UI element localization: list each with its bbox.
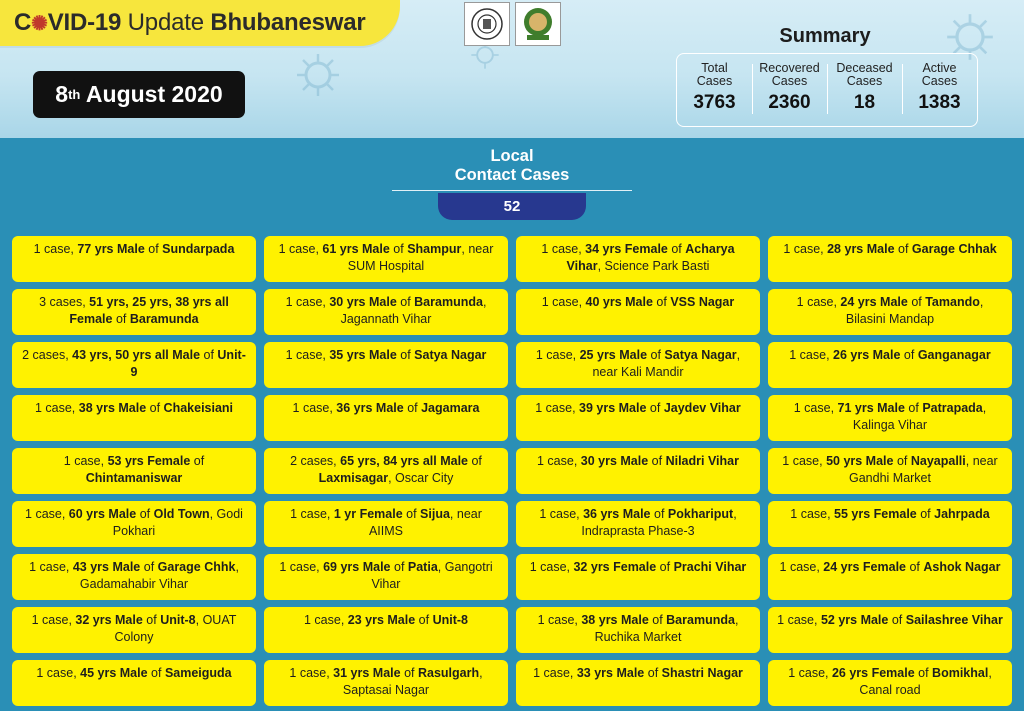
case-card <box>12 236 256 282</box>
case-highlight: Unit-8 <box>160 613 196 627</box>
case-text-part: of <box>190 454 205 468</box>
summary-value: 2360 <box>768 92 811 113</box>
title-city: Bhubaneswar <box>210 9 366 36</box>
case-highlight: VSS Nagar <box>670 295 735 309</box>
case-text <box>36 665 231 682</box>
case-text-part: , Science Park Basti <box>597 259 710 273</box>
case-highlight: Satya Nagar <box>664 348 737 362</box>
case-text-part: of <box>656 560 674 574</box>
case-highlight: Laxmisagar <box>318 471 389 485</box>
case-highlight: Garage Chhk <box>157 560 236 574</box>
case-text-part: , Saptasai Nagar <box>342 666 483 697</box>
case-text-part: 1 case, <box>290 507 334 521</box>
case-highlight: 26 yrs Female <box>831 666 915 680</box>
case-text-part: of <box>650 507 668 521</box>
local-title-line1: Local <box>490 147 534 165</box>
case-text-part: of <box>415 613 433 627</box>
case-card <box>516 342 760 388</box>
summary-recovered <box>752 54 827 126</box>
case-text <box>537 453 739 470</box>
case-text-part: of <box>402 507 421 521</box>
case-highlight: 52 yrs Male <box>820 613 889 627</box>
odisha-govt-emblem-icon <box>464 2 510 46</box>
summary-value: 18 <box>853 92 876 113</box>
case-highlight: 60 yrs Male <box>68 507 137 521</box>
case-highlight: Niladri Vihar <box>665 454 739 468</box>
divider <box>392 190 632 191</box>
case-text-part: of <box>916 507 935 521</box>
case-card <box>12 660 256 706</box>
case-card <box>264 236 508 282</box>
case-text-part: 1 case, <box>537 613 582 627</box>
case-text-part: of <box>468 454 482 468</box>
title-update: Update <box>127 9 211 36</box>
case-highlight: Sundarpada <box>162 242 235 256</box>
summary-label: Deceased <box>836 61 893 75</box>
case-grid <box>12 236 1012 706</box>
case-card <box>768 342 1012 388</box>
case-card <box>516 607 760 653</box>
case-text-part: , near AIIMS <box>368 507 482 538</box>
summary-value: 3763 <box>693 92 736 113</box>
case-text <box>272 506 500 540</box>
case-highlight: Jaydev Vihar <box>663 401 741 415</box>
case-highlight: Shastri Nagar <box>661 666 743 680</box>
case-highlight: Chintamaniswar <box>85 471 183 485</box>
case-text-part: 1 case, <box>285 348 330 362</box>
case-text-part: , OUAT Colony <box>114 613 237 644</box>
case-card <box>768 660 1012 706</box>
case-card <box>768 289 1012 335</box>
virus-icon: ✺ <box>31 13 48 35</box>
case-text-part: of <box>914 666 933 680</box>
case-card <box>768 501 1012 547</box>
case-card <box>12 448 256 494</box>
case-highlight: Pokhariput <box>667 507 734 521</box>
summary-label: Active <box>922 61 957 75</box>
case-highlight: 1 yr Female <box>333 507 403 521</box>
case-text-part: 1 case, <box>304 613 348 627</box>
case-highlight: Sailashree Vihar <box>905 613 1003 627</box>
case-text-part: of <box>894 242 912 256</box>
case-text <box>20 612 248 646</box>
case-text-part: , Ruchika Market <box>594 613 739 644</box>
case-card <box>264 554 508 600</box>
case-card <box>516 660 760 706</box>
case-card <box>516 395 760 441</box>
case-text-part: of <box>112 312 130 326</box>
case-highlight: Nayapalli <box>910 454 966 468</box>
case-text-part: , Gadamahabir Vihar <box>79 560 239 591</box>
summary-title: Summary <box>779 25 871 47</box>
case-text <box>776 294 1004 328</box>
title-banner <box>0 0 400 46</box>
case-text <box>20 559 248 593</box>
case-card <box>264 607 508 653</box>
case-card <box>516 448 760 494</box>
case-text <box>20 347 248 381</box>
case-card <box>12 342 256 388</box>
case-card <box>768 395 1012 441</box>
case-highlight: Acharya Vihar <box>566 242 735 273</box>
case-highlight: 43 yrs, 50 yrs all Male <box>72 348 201 362</box>
case-text-part: of <box>647 348 665 362</box>
case-highlight: 69 yrs Male <box>323 560 391 574</box>
case-text-part: of <box>652 295 671 309</box>
case-text-part: 1 case, <box>29 560 73 574</box>
case-text-part: 1 case, <box>25 507 69 521</box>
case-text-part: 1 case, <box>777 613 821 627</box>
case-text-part: , Oscar City <box>388 471 454 485</box>
case-text <box>524 241 752 275</box>
case-highlight: 36 yrs Male <box>583 507 651 521</box>
case-text-part: , Bilasini Mandap <box>845 295 984 326</box>
case-text-part: 1 case, <box>541 242 586 256</box>
case-highlight: 50 yrs Male <box>826 454 894 468</box>
date-badge <box>33 71 245 118</box>
case-highlight: 61 yrs Male <box>322 242 390 256</box>
case-card <box>12 289 256 335</box>
case-highlight: Sameiguda <box>164 666 232 680</box>
case-text-part: of <box>146 401 164 415</box>
case-highlight: Ashok Nagar <box>923 560 1001 574</box>
case-highlight: 53 yrs Female <box>107 454 191 468</box>
case-highlight: Bomikhal <box>932 666 989 680</box>
case-text-part: , Godi Pokhari <box>112 507 243 538</box>
case-text-part: 1 case, <box>783 242 828 256</box>
case-highlight: 28 yrs Male <box>827 242 895 256</box>
case-card <box>12 501 256 547</box>
summary-active <box>902 54 977 126</box>
case-text <box>535 400 740 417</box>
case-card <box>264 342 508 388</box>
case-highlight: 34 yrs Female <box>585 242 668 256</box>
case-text-part: 2 cases, <box>22 348 73 362</box>
case-text <box>524 347 752 381</box>
case-highlight: 77 yrs Male <box>77 242 145 256</box>
case-text-part: 1 case, <box>31 613 76 627</box>
case-text <box>533 665 743 682</box>
case-text-part: 1 case, <box>529 560 574 574</box>
case-text-part: of <box>136 507 154 521</box>
case-text-part: 1 case, <box>782 454 827 468</box>
case-highlight: Sijua <box>420 507 450 521</box>
case-text-part: 1 case, <box>292 401 337 415</box>
header-area <box>0 0 1024 138</box>
case-text-part: of <box>907 295 926 309</box>
case-text-part: 1 case, <box>533 666 577 680</box>
case-highlight: 25 yrs Male <box>579 348 648 362</box>
case-highlight: 36 yrs Male <box>336 401 404 415</box>
case-text-part: 1 case, <box>33 242 78 256</box>
case-text-part: of <box>390 560 408 574</box>
case-highlight: Tamando <box>925 295 980 309</box>
case-text-part: of <box>400 666 418 680</box>
case-text <box>780 559 1001 576</box>
case-text-part: 1 case, <box>535 401 580 415</box>
summary-label: Cases <box>771 74 808 88</box>
case-text-part: 2 cases, <box>290 454 341 468</box>
case-text-part: 1 case, <box>793 401 838 415</box>
case-text <box>524 506 752 540</box>
case-text <box>530 559 747 576</box>
case-highlight: 40 yrs Male <box>585 295 653 309</box>
case-highlight: 39 yrs Male <box>579 401 647 415</box>
case-card <box>768 607 1012 653</box>
case-text-part: , Canal road <box>859 666 992 697</box>
case-text-part: of <box>644 666 662 680</box>
case-highlight: 51 yrs, 25 yrs, 38 yrs all Female <box>69 295 229 326</box>
summary-box <box>676 53 978 127</box>
case-text-part: of <box>906 560 924 574</box>
case-text-part: of <box>200 348 218 362</box>
case-card <box>264 395 508 441</box>
case-highlight: 35 yrs Male <box>329 348 397 362</box>
case-card <box>768 236 1012 282</box>
case-text <box>783 241 996 258</box>
case-text-part: of <box>648 454 666 468</box>
case-text-part: , Jagannath Vihar <box>340 295 487 326</box>
case-text-part: 1 case, <box>790 507 835 521</box>
case-card <box>516 554 760 600</box>
case-text-part: of <box>893 454 911 468</box>
case-text-part: of <box>646 401 664 415</box>
case-text-part: , Indraprasta Phase-3 <box>581 507 737 538</box>
case-text-part: 1 case, <box>279 560 324 574</box>
date-month-year: August 2020 <box>80 81 223 107</box>
case-text-part: , Kalinga Vihar <box>852 401 987 432</box>
case-text-part: of <box>147 666 165 680</box>
case-text-part: of <box>648 613 667 627</box>
case-text-part: 1 case, <box>63 454 108 468</box>
case-text-part: 1 case, <box>788 666 832 680</box>
case-text-part: of <box>904 401 923 415</box>
case-text <box>272 559 500 593</box>
case-highlight: 30 yrs Male <box>580 454 649 468</box>
case-text-part: 1 case, <box>537 454 581 468</box>
case-text <box>20 453 248 487</box>
summary-label: Total <box>701 61 728 75</box>
title-prefix: C <box>14 9 32 36</box>
case-text-part: , near Kali Mandir <box>592 348 741 379</box>
page-title <box>14 9 366 37</box>
case-text-part: 1 case, <box>539 507 584 521</box>
case-highlight: Old Town <box>153 507 210 521</box>
case-highlight: Shampur <box>407 242 462 256</box>
case-highlight: Jagamara <box>421 401 480 415</box>
case-highlight: 32 yrs Male <box>75 613 143 627</box>
case-text-part: of <box>900 348 918 362</box>
case-text-part: of <box>403 401 422 415</box>
case-highlight: 45 yrs Male <box>80 666 148 680</box>
case-text-part: 1 case, <box>278 242 323 256</box>
title-covid: VID-19 <box>47 9 128 36</box>
bmc-emblem-icon <box>515 2 561 46</box>
case-text <box>776 400 1004 434</box>
case-card <box>12 554 256 600</box>
case-text-part: of <box>667 242 686 256</box>
case-card <box>264 289 508 335</box>
case-card <box>12 607 256 653</box>
case-text <box>272 294 500 328</box>
case-highlight: 30 yrs Male <box>329 295 397 309</box>
case-text-part: of <box>888 613 906 627</box>
case-highlight: 65 yrs, 84 yrs all Male <box>340 454 468 468</box>
case-card <box>768 554 1012 600</box>
case-highlight: 31 yrs Male <box>333 666 401 680</box>
case-highlight: Ganganagar <box>917 348 991 362</box>
summary-value: 1383 <box>918 92 961 113</box>
case-card <box>768 448 1012 494</box>
case-highlight: 55 yrs Female <box>834 507 917 521</box>
case-highlight: Unit-8 <box>432 613 468 627</box>
case-highlight: 71 yrs Male <box>837 401 905 415</box>
case-text <box>272 241 500 275</box>
case-text-part: , Gangotri Vihar <box>371 560 493 591</box>
summary-label: Cases <box>921 74 958 88</box>
case-highlight: Rasulgarh <box>417 666 480 680</box>
case-text <box>777 612 1003 629</box>
case-text <box>542 294 735 311</box>
case-highlight: 33 yrs Male <box>576 666 645 680</box>
case-text-part: , near SUM Hospital <box>347 242 494 273</box>
case-text-part: of <box>144 242 163 256</box>
case-text <box>776 453 1004 487</box>
case-text-part: 1 case, <box>796 295 841 309</box>
case-text-part: of <box>389 242 408 256</box>
case-highlight: 38 yrs Male <box>78 401 147 415</box>
case-card <box>264 501 508 547</box>
date-suffix: th <box>68 87 81 102</box>
local-count-badge: 52 <box>438 193 586 220</box>
case-text-part: 1 case, <box>789 348 834 362</box>
case-text-part: 1 case, <box>36 666 81 680</box>
case-highlight: Baramunda <box>129 312 199 326</box>
case-highlight: Patrapada <box>922 401 983 415</box>
case-text-part: of <box>396 348 415 362</box>
case-text <box>20 506 248 540</box>
case-highlight: 38 yrs Male <box>581 613 649 627</box>
case-highlight: Prachi Vihar <box>673 560 747 574</box>
case-highlight: 24 yrs Female <box>823 560 906 574</box>
case-text-part: 3 cases, <box>39 295 90 309</box>
case-text <box>304 612 468 629</box>
case-text <box>293 400 480 417</box>
summary-label: Cases <box>846 74 883 88</box>
summary-label: Cases <box>696 74 733 88</box>
case-text <box>272 665 500 699</box>
virus-decoration-icon <box>295 52 341 98</box>
case-text-part: 1 case, <box>535 348 580 362</box>
summary-total <box>677 54 752 126</box>
case-text <box>789 347 991 364</box>
summary-deceased <box>827 54 902 126</box>
case-highlight: Patia <box>407 560 438 574</box>
case-text-part: , near Gandhi Market <box>849 454 998 485</box>
case-text-part: of <box>142 613 161 627</box>
case-card <box>264 448 508 494</box>
case-card <box>516 236 760 282</box>
case-highlight: 23 yrs Male <box>347 613 416 627</box>
case-text <box>35 400 233 417</box>
case-card <box>12 395 256 441</box>
case-highlight: 24 yrs Male <box>840 295 908 309</box>
case-highlight: Satya Nagar <box>414 348 487 362</box>
case-highlight: Baramunda <box>666 613 735 627</box>
case-highlight: Baramunda <box>414 295 483 309</box>
case-card <box>516 501 760 547</box>
case-text <box>776 665 1004 699</box>
local-title-line2: Contact Cases <box>454 166 570 184</box>
summary-label: Recovered <box>759 61 820 75</box>
case-text <box>286 347 487 364</box>
case-text <box>790 506 989 523</box>
case-highlight: 43 yrs Male <box>72 560 141 574</box>
case-highlight: Unit-9 <box>130 348 246 379</box>
case-text <box>272 453 500 487</box>
local-contact-title <box>392 147 632 185</box>
case-text-part: 1 case, <box>34 401 79 415</box>
case-text-part: 1 case, <box>289 666 334 680</box>
case-text-part: 1 case, <box>779 560 824 574</box>
case-card <box>264 660 508 706</box>
case-highlight: Jahrpada <box>934 507 990 521</box>
case-text <box>524 612 752 646</box>
case-highlight: 26 yrs Male <box>833 348 901 362</box>
case-card <box>516 289 760 335</box>
case-text <box>20 294 248 328</box>
case-highlight: Garage Chhak <box>911 242 997 256</box>
date-day: 8 <box>55 81 69 107</box>
case-text-part: of <box>396 295 415 309</box>
case-text <box>34 241 235 258</box>
case-text-part: 1 case, <box>541 295 586 309</box>
case-highlight: 32 yrs Female <box>573 560 657 574</box>
case-text-part: 1 case, <box>285 295 330 309</box>
case-highlight: Chakeisiani <box>163 401 234 415</box>
case-text-part: of <box>140 560 158 574</box>
